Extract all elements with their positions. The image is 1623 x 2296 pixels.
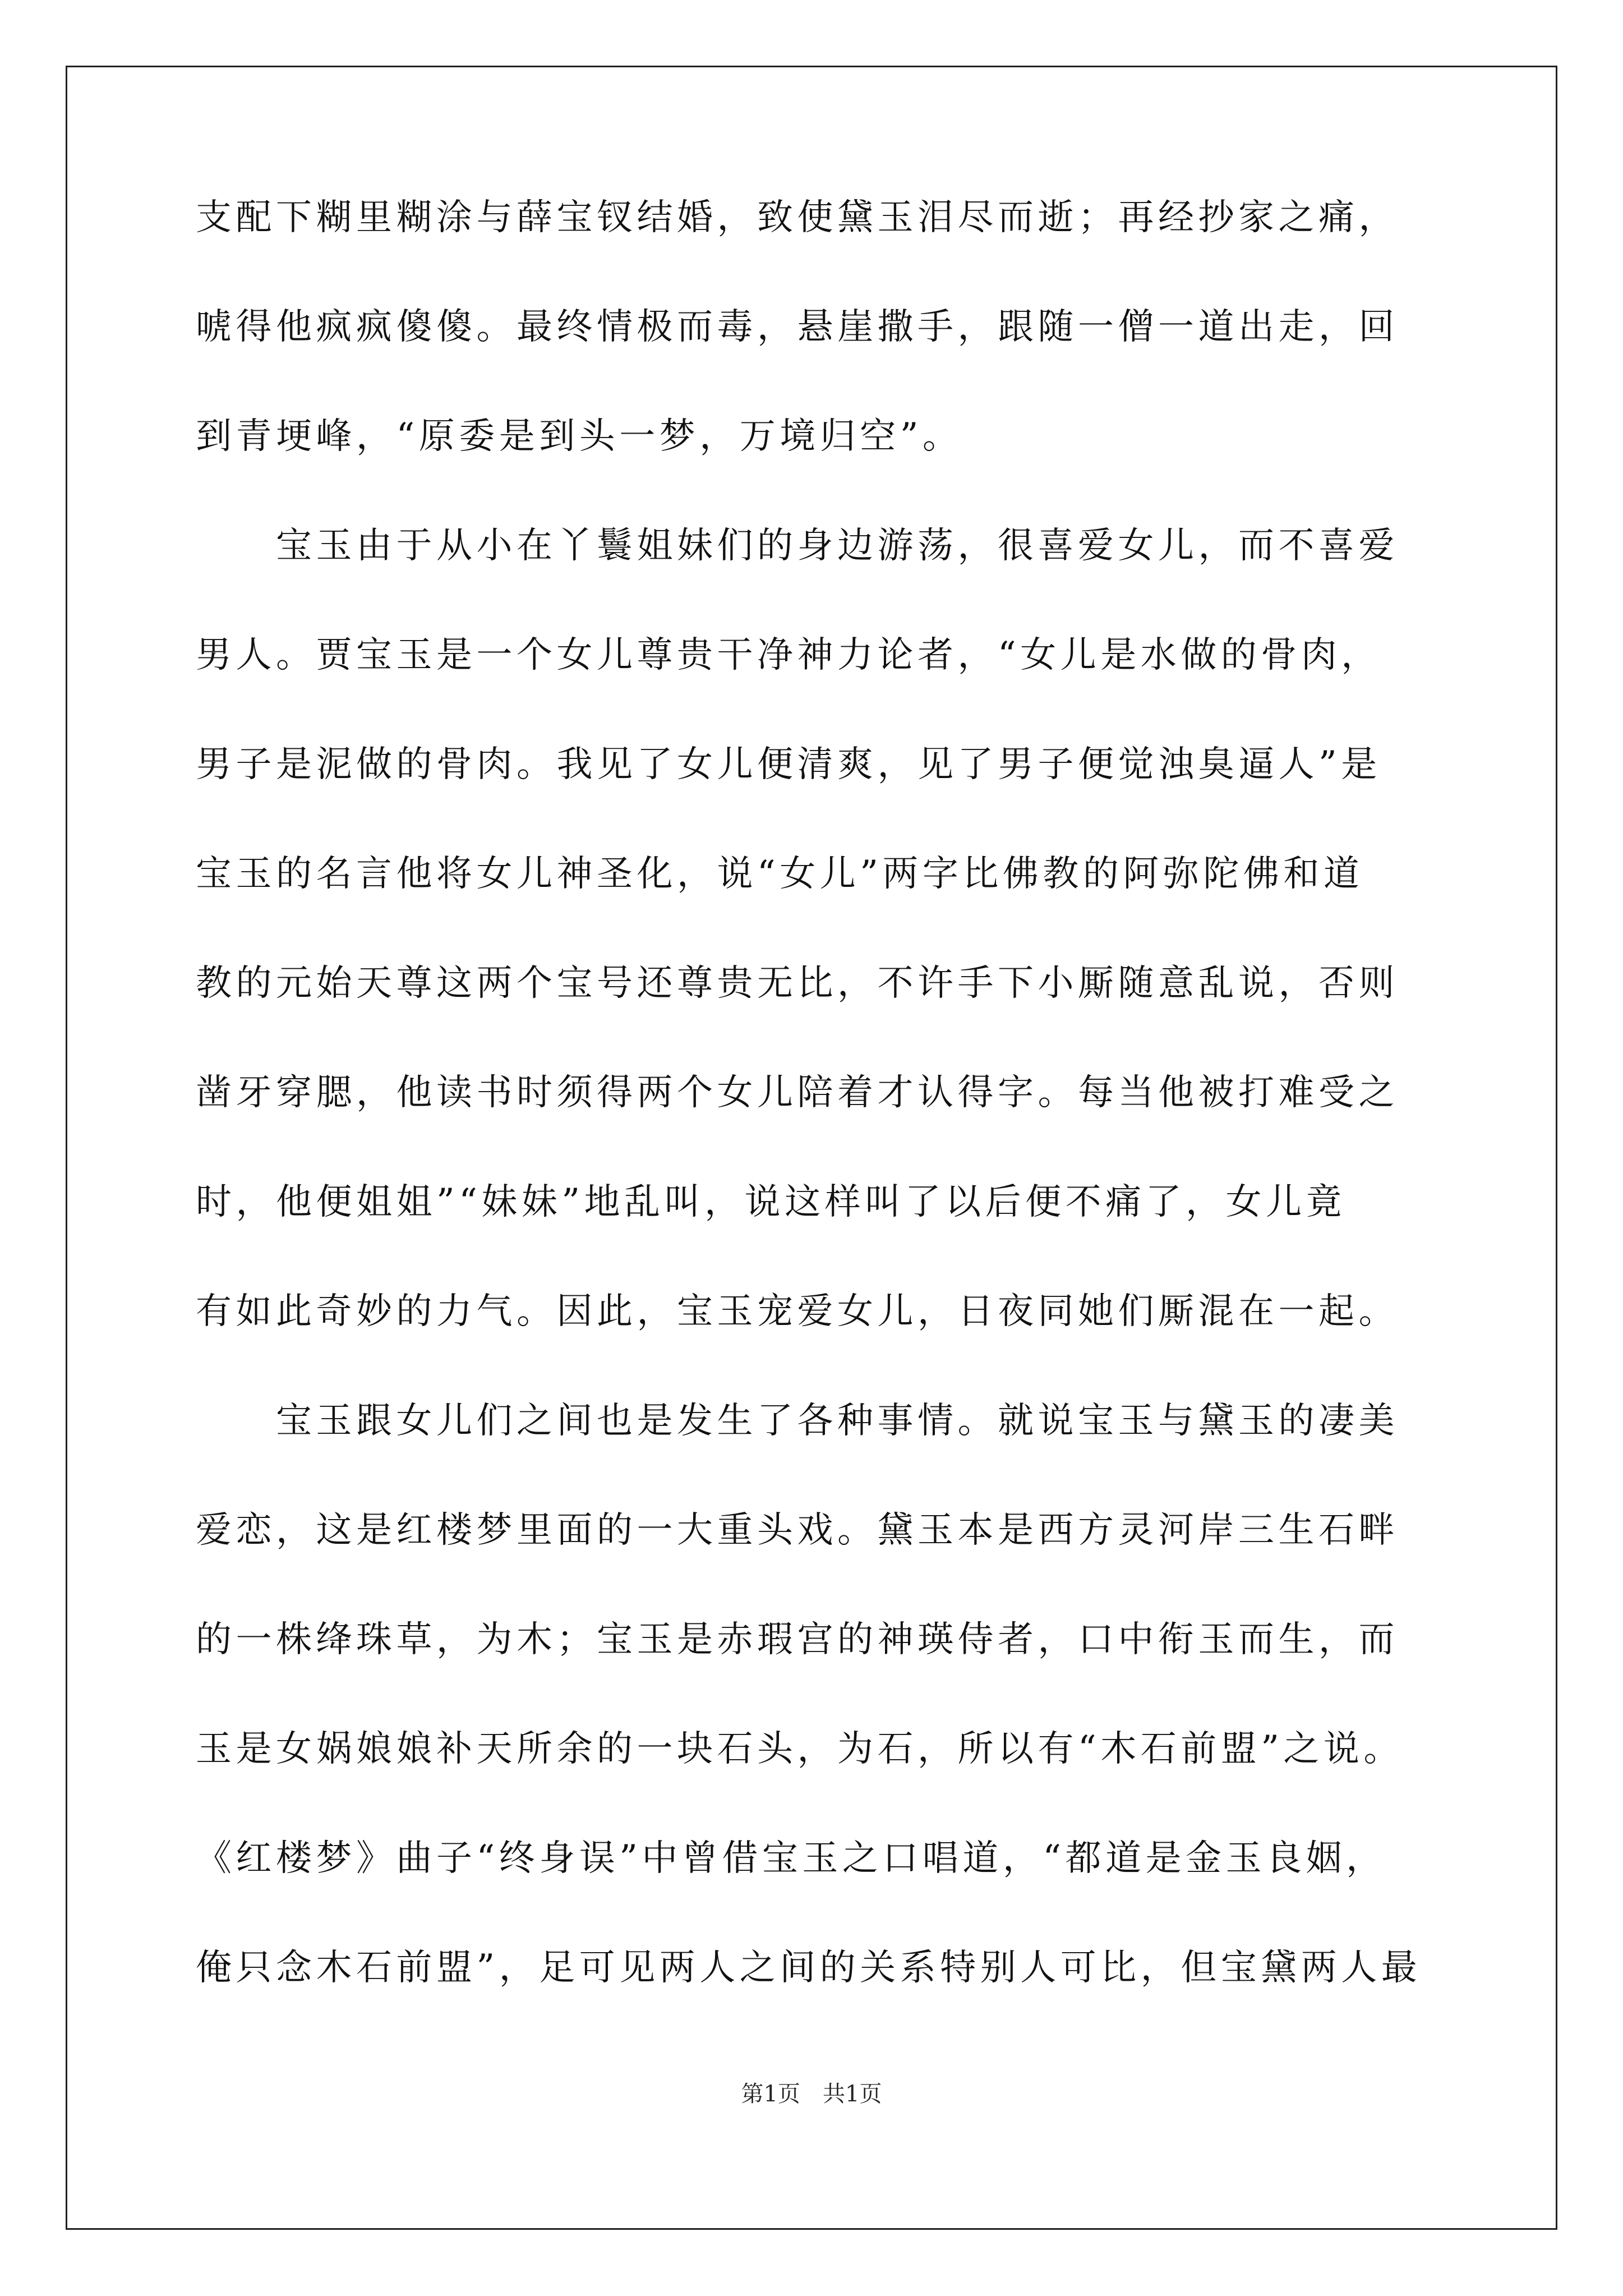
text-line: 《红楼梦》曲子“终身误”中曾借宝玉之口唱道，“都道是金玉良姻， bbox=[196, 1838, 1386, 1879]
text-line: 唬得他疯疯傻傻。最终情极而毒，悬崖撒手，跟随一僧一道出走，回 bbox=[196, 306, 1399, 348]
text-line: 教的元始天尊这两个宝号还尊贵无比，不许手下小厮随意乱说，否则 bbox=[196, 963, 1399, 1004]
text-line: 的一株绛珠草，为木；宝玉是赤瑕宫的神瑛侍者，口中衔玉而生，而 bbox=[196, 1619, 1399, 1660]
text-line: 宝玉由于从小在丫鬟姐妹们的身边游荡，很喜爱女儿，而不喜爱 bbox=[196, 525, 1399, 567]
text-line: 男人。贾宝玉是一个女儿尊贵干净神力论者，“女儿是水做的骨肉， bbox=[196, 634, 1381, 676]
text-line: 爱恋，这是红楼梦里面的一大重头戏。黛玉本是西方灵河岸三生石畔 bbox=[196, 1510, 1399, 1551]
text-line: 有如此奇妙的力气。因此，宝玉宠爱女儿，日夜同她们厮混在一起。 bbox=[196, 1291, 1399, 1332]
text-line: 玉是女娲娘娘补天所余的一块石头，为石，所以有“木石前盟”之说。 bbox=[196, 1728, 1404, 1770]
page-border bbox=[66, 66, 1557, 2230]
text-line: 宝玉的名言他将女儿神圣化，说“女儿”两字比佛教的阿弥陀佛和道 bbox=[196, 853, 1364, 895]
text-line: 时，他便姐姐”“妹妹”地乱叫，说这样叫了以后便不痛了，女儿竟 bbox=[196, 1181, 1347, 1223]
text-line: 男子是泥做的骨肉。我见了女儿便清爽，见了男子便觉浊臭逼人”是 bbox=[196, 744, 1381, 785]
text-line: 支配下糊里糊涂与薛宝钗结婚，致使黛玉泪尽而逝；再经抄家之痛， bbox=[196, 197, 1399, 238]
text-line: 俺只念木石前盟”，足可见两人之间的关系特别人可比，但宝黛两人最 bbox=[196, 1947, 1422, 1989]
page-number-footer: 第1页 共1页 bbox=[741, 2081, 882, 2107]
text-line: 到青埂峰，“原委是到头一梦，万境归空”。 bbox=[196, 416, 963, 457]
text-line: 宝玉跟女儿们之间也是发生了各种事情。就说宝玉与黛玉的凄美 bbox=[196, 1400, 1399, 1442]
text-line: 凿牙穿腮，他读书时须得两个女儿陪着才认得字。每当他被打难受之 bbox=[196, 1072, 1399, 1114]
